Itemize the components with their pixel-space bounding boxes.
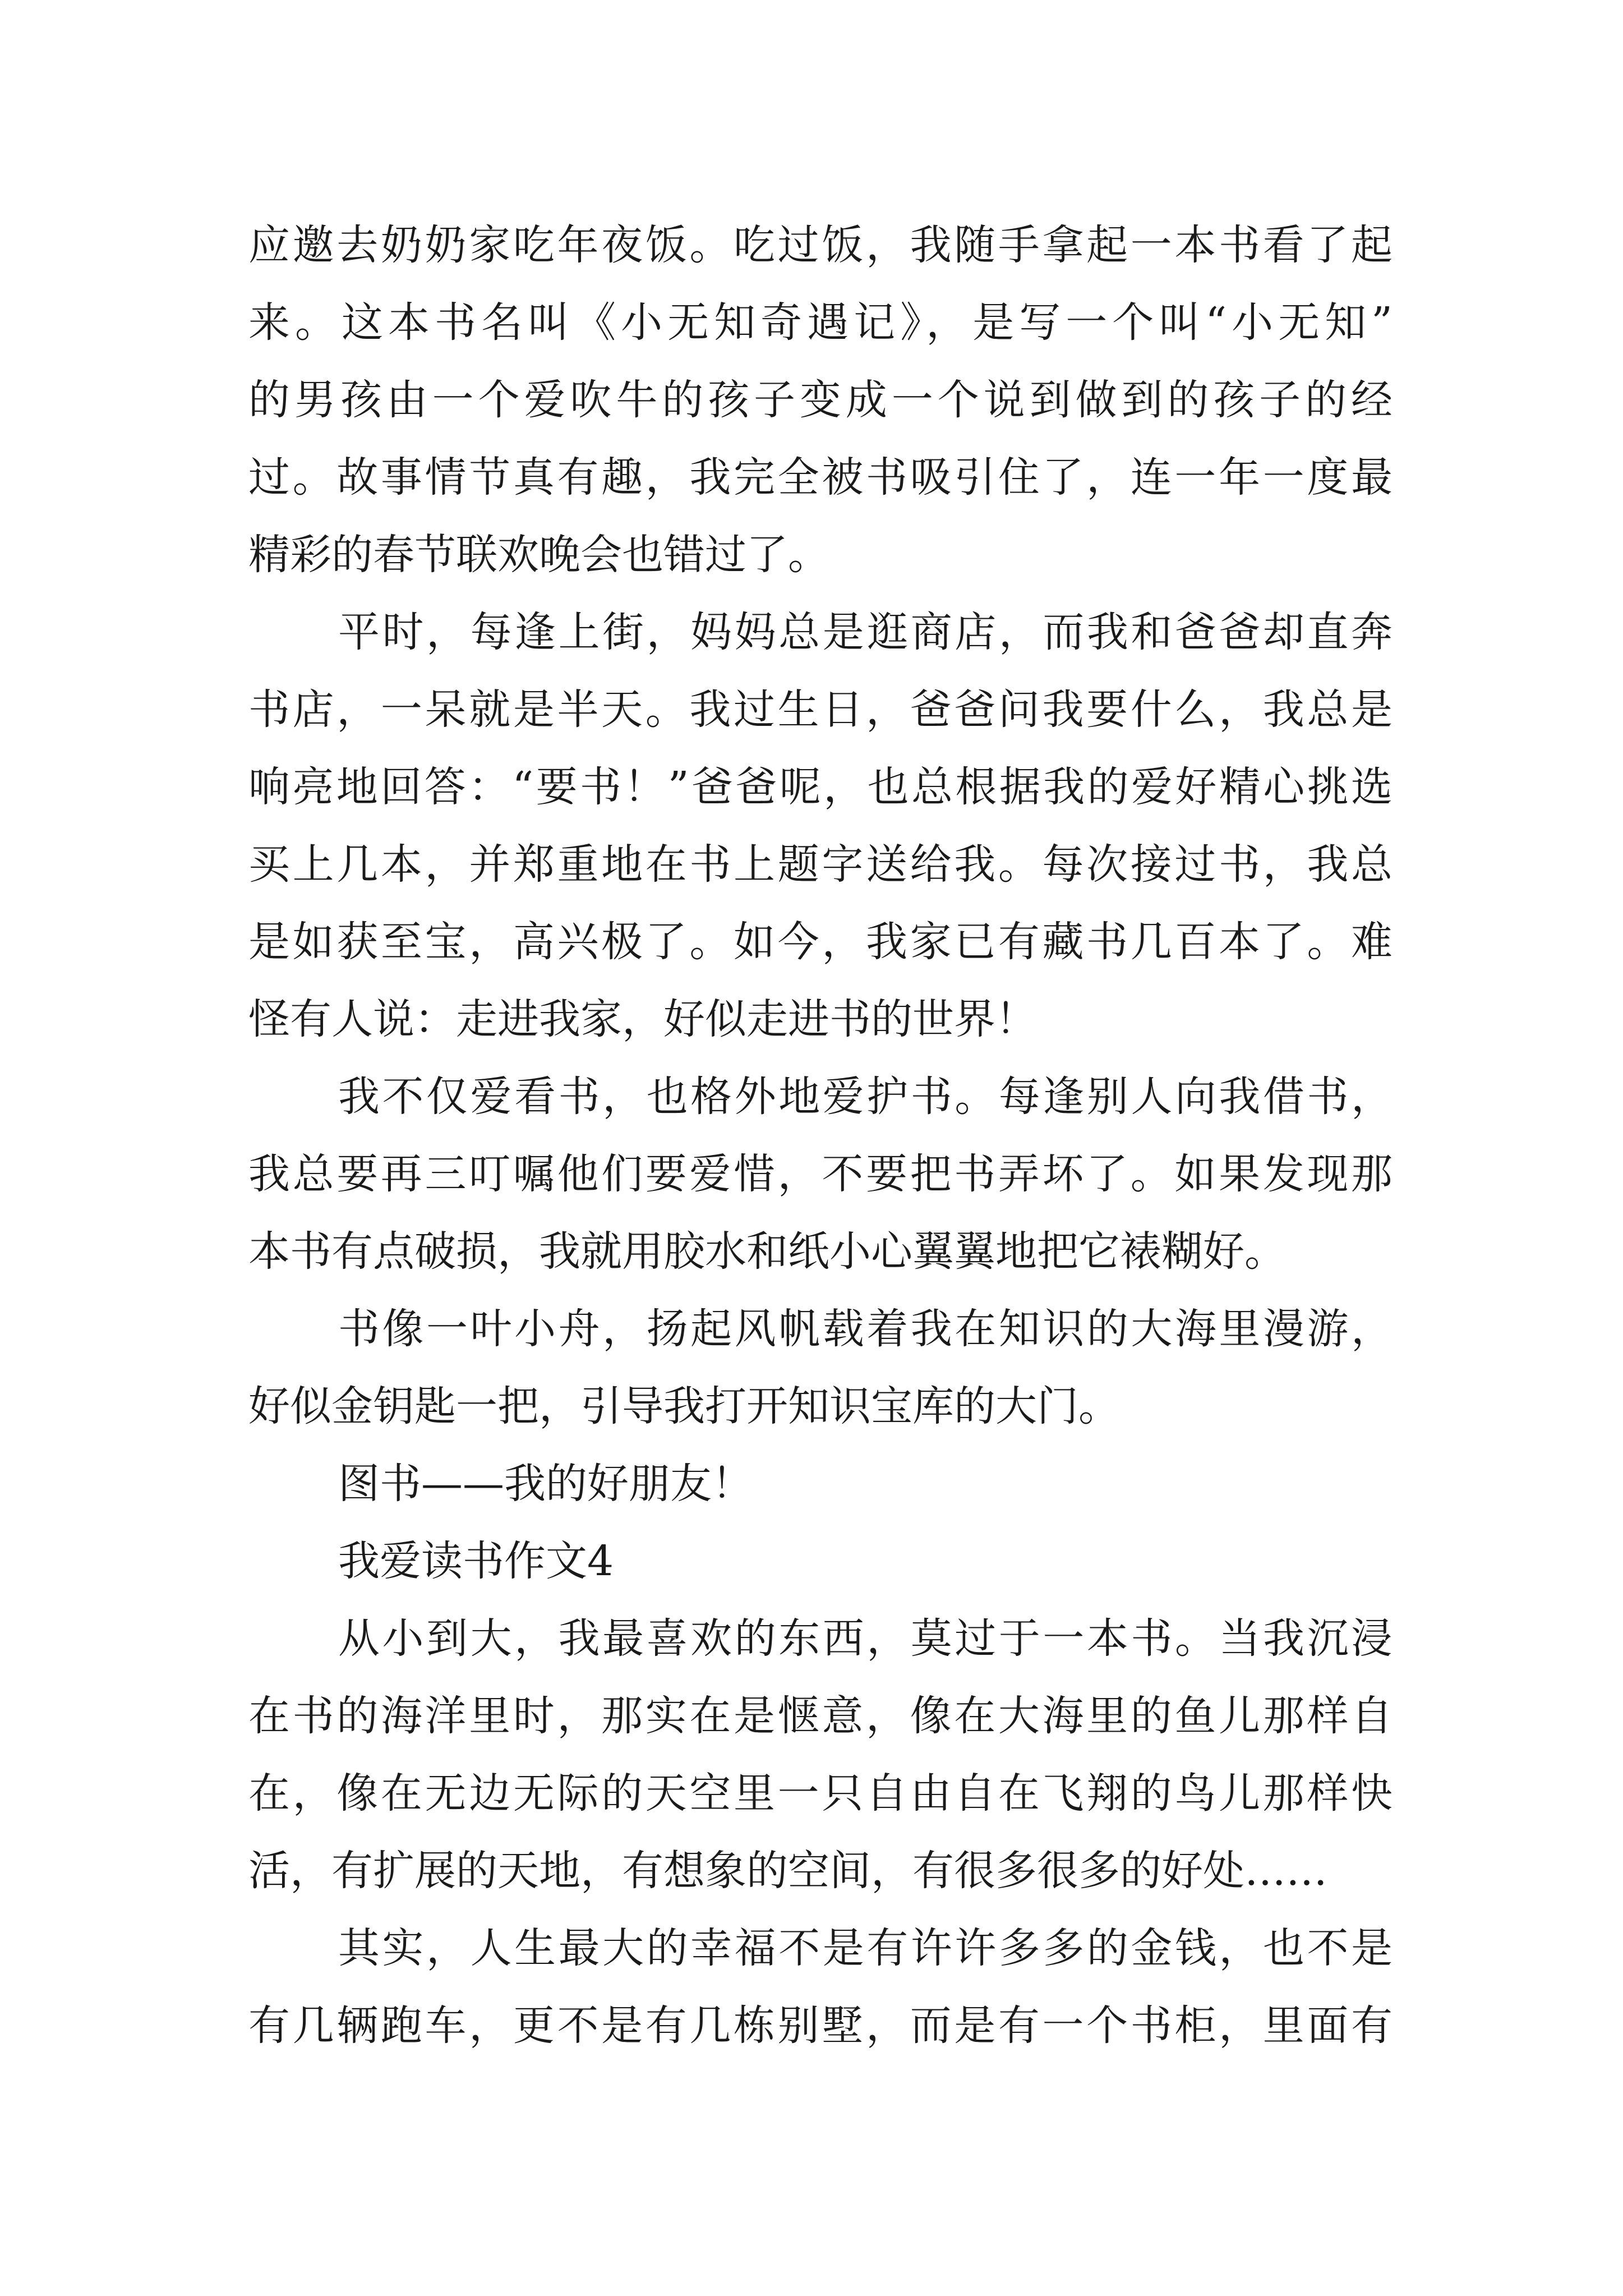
text-line: 响亮地回答：“要书！”爸爸呢，也总根据我的爱好精心挑选 bbox=[248, 763, 1393, 811]
text-line: 好似金钥匙一把，引导我打开知识宝库的大门。 bbox=[248, 1382, 1120, 1430]
paragraph-first-line: 从小到大，我最喜欢的东西，莫过于一本书。当我沉浸 bbox=[338, 1614, 1393, 1663]
text-line: 在书的海洋里时，那实在是惬意，像在大海里的鱼儿那样自 bbox=[248, 1692, 1393, 1740]
text-line: 书店，一呆就是半天。我过生日，爸爸问我要什么，我总是 bbox=[248, 685, 1393, 734]
text-line: 应邀去奶奶家吃年夜饭。吃过饭，我随手拿起一本书看了起 bbox=[248, 221, 1393, 269]
text-line: 的男孩由一个爱吹牛的孩子变成一个说到做到的孩子的经 bbox=[248, 376, 1393, 424]
paragraph-first-line: 我不仅爱看书，也格外地爱护书。每逢别人向我借书， bbox=[338, 1073, 1393, 1121]
paragraph-first-line: 书像一叶小舟，扬起风帆载着我在知识的大海里漫游， bbox=[338, 1305, 1393, 1353]
text-line: 来。这本书名叫《小无知奇遇记》，是写一个叫“小无知” bbox=[248, 298, 1393, 347]
text-line: 在，像在无边无际的天空里一只自由自在飞翔的鸟儿那样快 bbox=[248, 1769, 1393, 1818]
paragraph-first-line: 平时，每逢上街，妈妈总是逛商店，而我和爸爸却直奔 bbox=[338, 608, 1393, 656]
paragraph-first-line: 其实，人生最大的幸福不是有许许多多的金钱，也不是 bbox=[338, 1924, 1393, 1972]
text-line: 有几辆跑车，更不是有几栋别墅，而是有一个书柜，里面有 bbox=[248, 2001, 1393, 2050]
document-body bbox=[248, 206, 1393, 2064]
text-line: 怪有人说：走进我家，好似走进书的世界！ bbox=[248, 995, 1037, 1043]
text-line: 是如获至宝，高兴极了。如今，我家已有藏书几百本了。难 bbox=[248, 918, 1393, 966]
text-line: 精彩的春节联欢晚会也错过了。 bbox=[248, 531, 829, 579]
paragraph-first-line: 图书——我的好朋友！ bbox=[338, 1460, 753, 1508]
text-line: 本书有点破损，我就用胶水和纸小心翼翼地把它裱糊好。 bbox=[248, 1227, 1286, 1276]
text-line: 买上几本，并郑重地在书上题字送给我。每次接过书，我总 bbox=[248, 840, 1393, 889]
text-line: 活，有扩展的天地，有想象的空间，有很多很多的好处…… bbox=[248, 1847, 1327, 1895]
text-line: 过。故事情节真有趣，我完全被书吸引住了，连一年一度最 bbox=[248, 453, 1393, 501]
text-line: 我总要再三叮嘱他们要爱惜，不要把书弄坏了。如果发现那 bbox=[248, 1150, 1393, 1198]
section-heading: 我爱读书作文4 bbox=[338, 1537, 614, 1585]
